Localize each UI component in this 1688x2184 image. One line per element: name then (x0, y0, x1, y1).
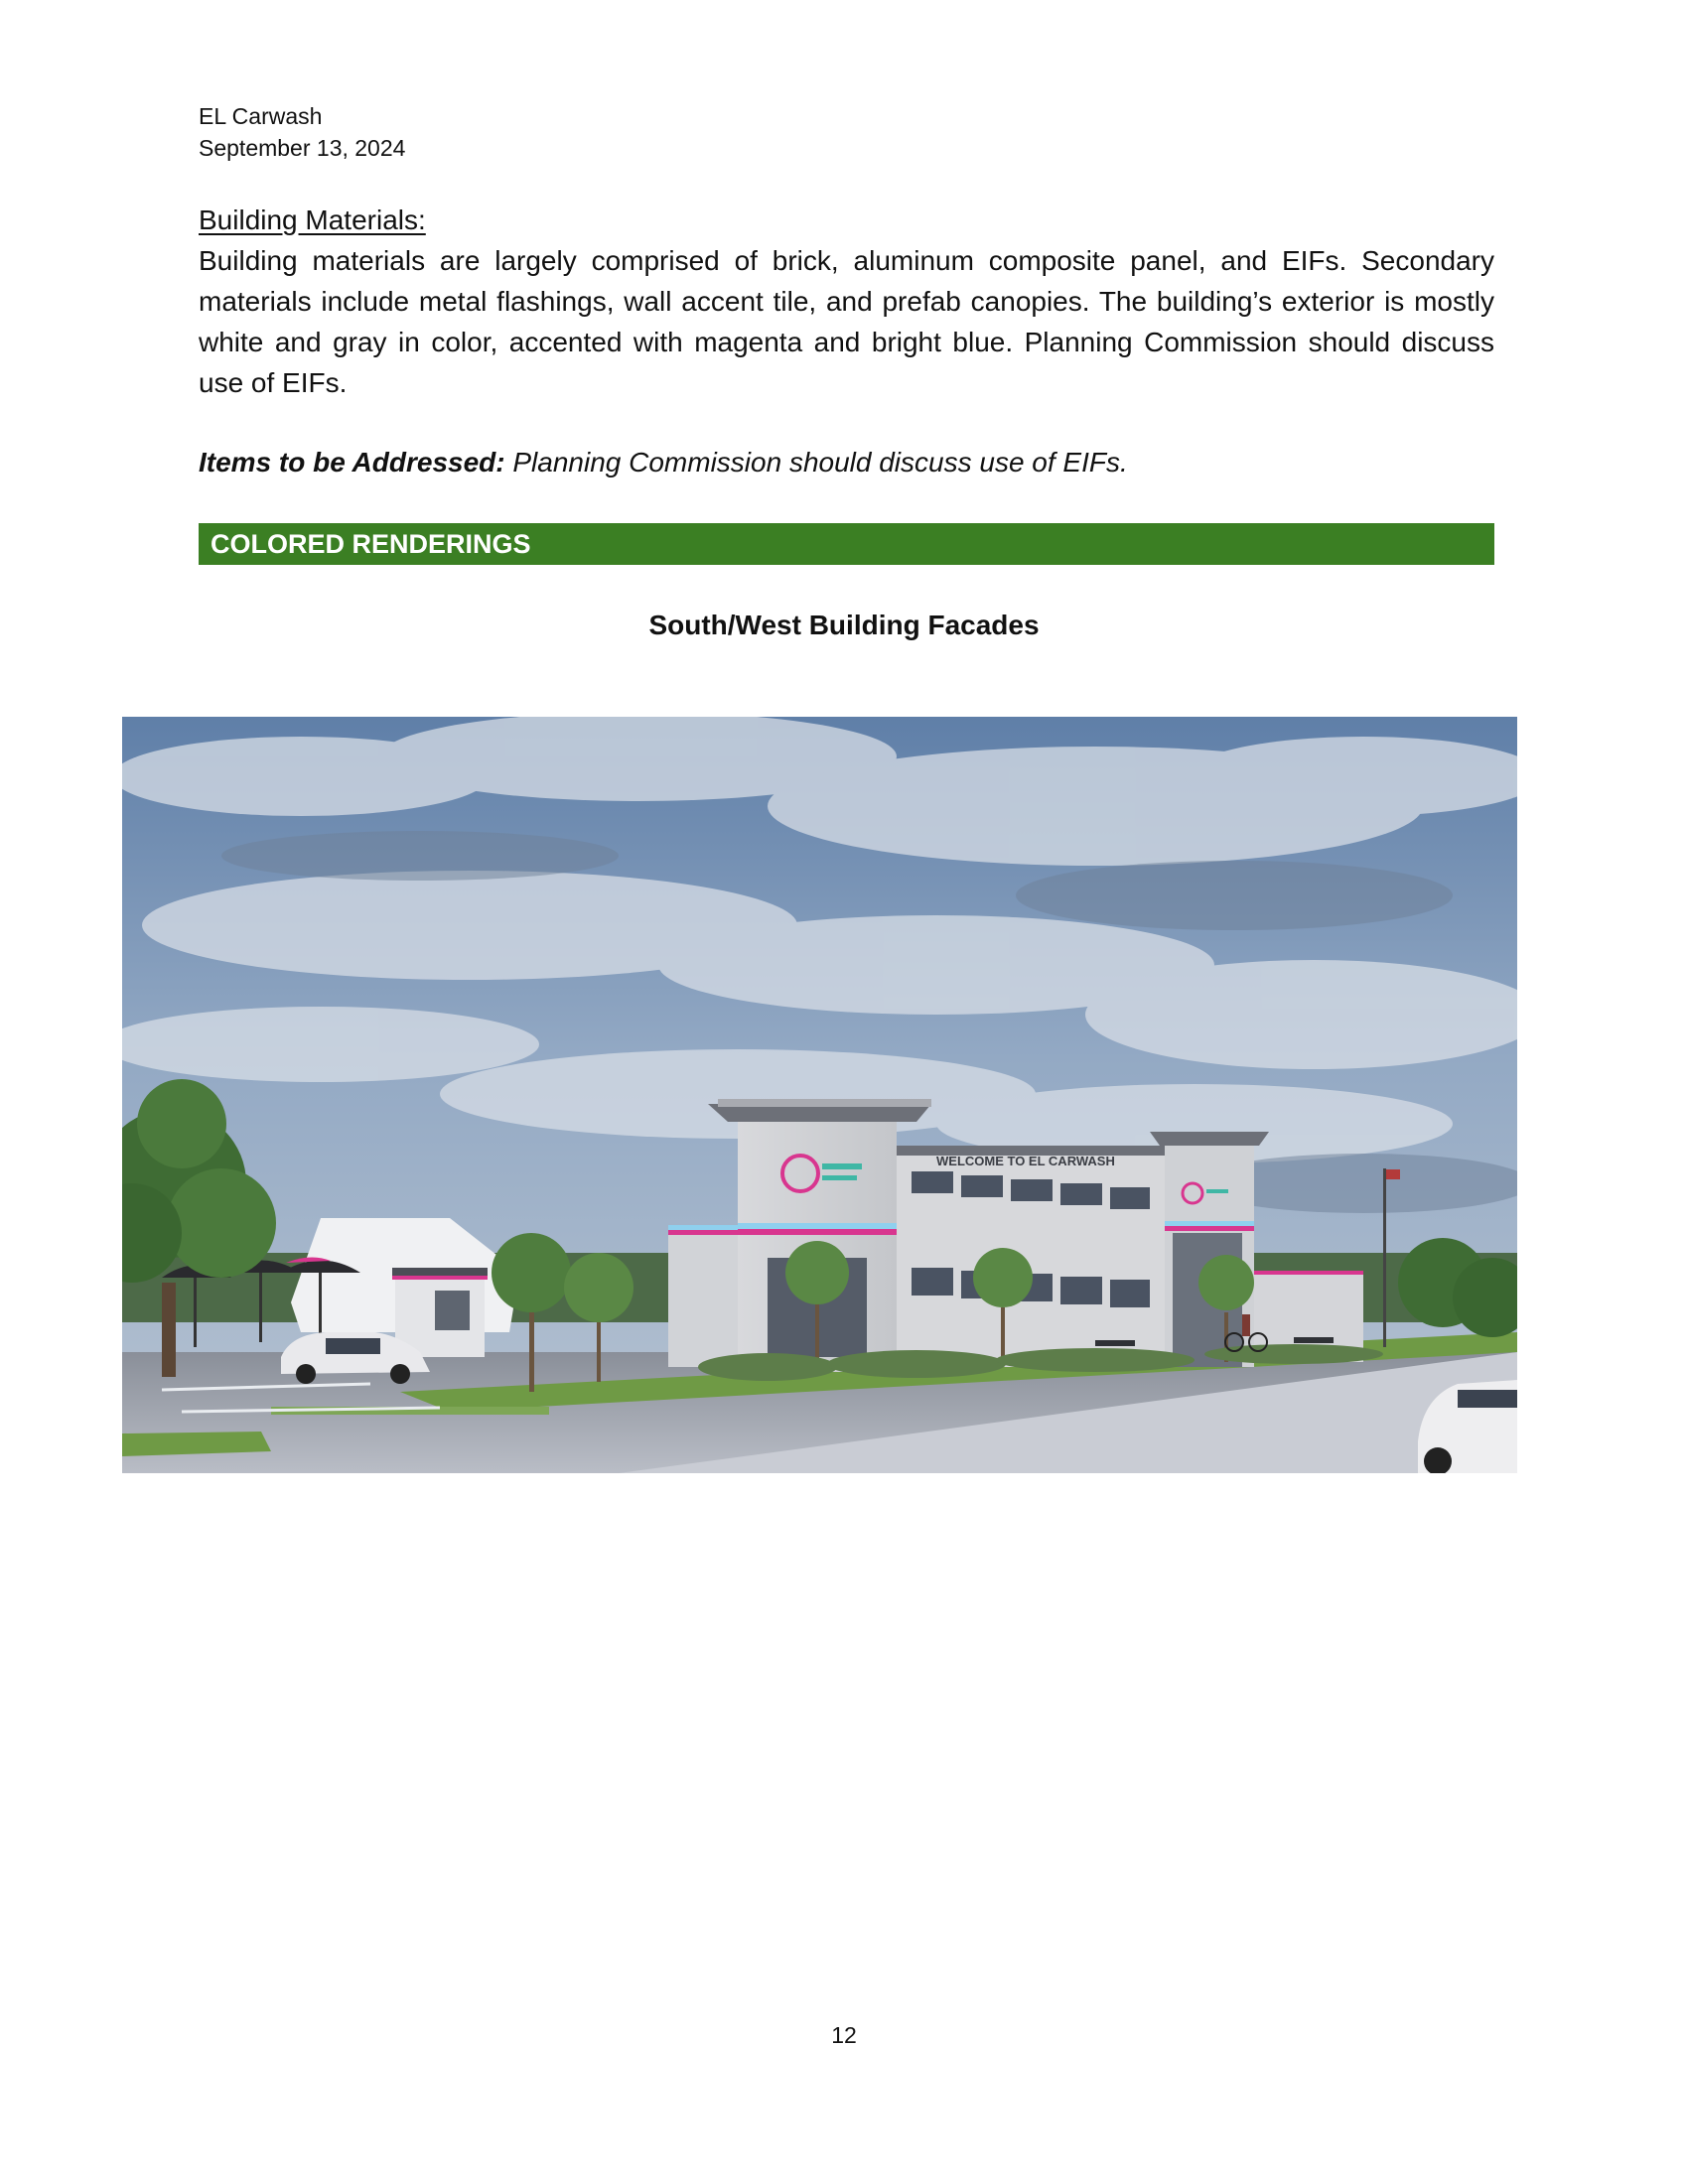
carwash-rendering-image (122, 717, 1517, 1473)
colored-renderings-bar (199, 523, 1494, 565)
items-label: Items to be Addressed: (199, 447, 505, 478)
figure-caption: South/West Building Facades (648, 610, 1040, 640)
colored-renderings-label: COLORED RENDERINGS (211, 529, 531, 559)
building-signage: WELCOME TO EL CARWASH (936, 1154, 1115, 1168)
flag-pole (1383, 1168, 1386, 1347)
items-text: Planning Commission should discuss use of EIFs. (504, 447, 1128, 478)
document-header-date: September 13, 2024 (199, 135, 406, 161)
flag (1386, 1169, 1400, 1179)
page-number: 12 (831, 2022, 857, 2048)
items-to-be-addressed (199, 443, 1494, 482)
building-materials-paragraph: Building materials are largely comprised of brick, aluminum composite panel, and EIFs. Secondary materials include metal flashings, wall accent tile, and prefab canopies. The building’s exterior is mostly white and gray in color, accented with magenta and bright blue. Planning Commission should discuss use of EIFs. (199, 245, 1494, 398)
building-materials-heading: Building Materials: (199, 205, 426, 235)
document-header-title: EL Carwash (199, 103, 323, 129)
